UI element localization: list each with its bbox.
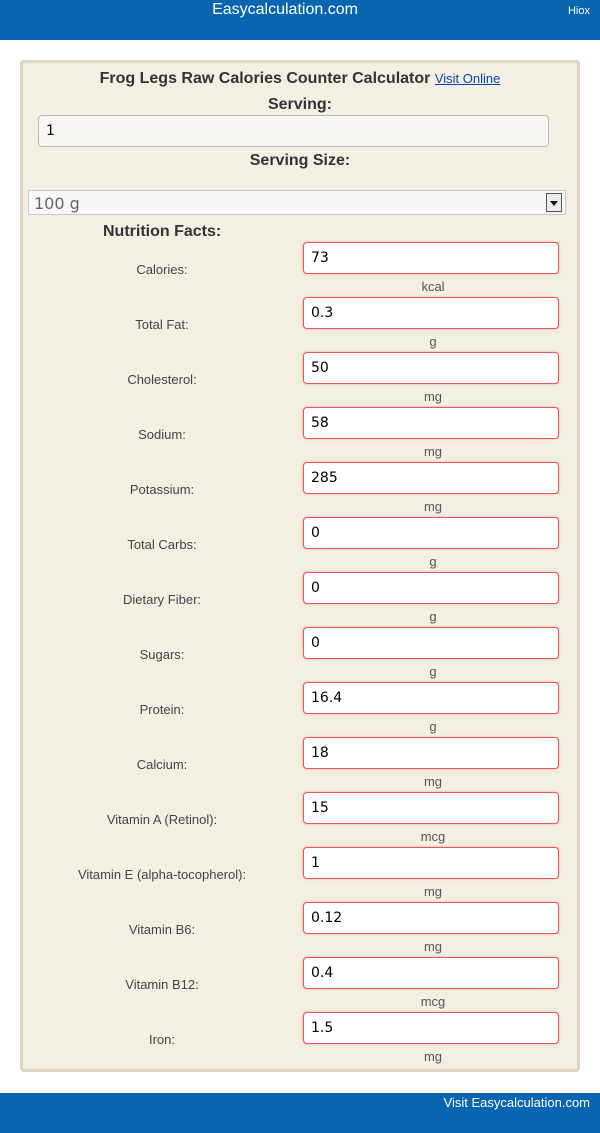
nutrient-unit: g (429, 664, 437, 679)
nutrient-unit: kcal (421, 279, 445, 294)
nutrient-row (23, 792, 577, 847)
nutrition-facts-heading: Nutrition Facts: (103, 223, 222, 240)
serving-size-selected: 100 g (34, 194, 80, 213)
nutrient-value-input[interactable] (303, 572, 559, 604)
nutrient-value-input[interactable] (303, 1012, 559, 1044)
nutrient-unit: mg (423, 1049, 443, 1064)
nutrient-value-input[interactable] (303, 407, 559, 439)
visit-easycalculation-link[interactable]: Visit Easycalculation.com (443, 1095, 590, 1110)
nutrient-row (23, 957, 577, 1012)
nutrient-row (23, 902, 577, 957)
chevron-down-icon[interactable] (546, 193, 562, 212)
nutrient-label: Vitamin B6: (128, 922, 196, 937)
nutrient-unit: g (429, 334, 437, 349)
nutrient-row (23, 627, 577, 682)
nutrient-row (23, 847, 577, 902)
nutrient-row (23, 517, 577, 572)
nutrient-value-input[interactable] (303, 517, 559, 549)
nutrient-unit: g (429, 719, 437, 734)
nutrient-value-input[interactable] (303, 957, 559, 989)
nutrient-value-input[interactable] (303, 682, 559, 714)
nutrient-value-input[interactable] (303, 737, 559, 769)
nutrient-label: Total Carbs: (127, 537, 197, 552)
nutrient-unit: mcg (420, 994, 446, 1009)
nutrient-unit: g (429, 609, 437, 624)
nutrient-row (23, 737, 577, 792)
nutrient-label: Vitamin E (alpha-tocopherol): (77, 867, 247, 882)
nutrient-value-input[interactable] (303, 792, 559, 824)
nutrient-row (23, 682, 577, 737)
nutrient-label: Vitamin A (Retinol): (106, 812, 218, 827)
nutrient-unit: mg (423, 444, 443, 459)
nutrient-label: Protein: (139, 702, 185, 717)
nutrient-label: Total Fat: (135, 317, 189, 332)
nutrient-value-input[interactable] (303, 627, 559, 659)
nutrient-unit: mcg (420, 829, 446, 844)
nutrient-value-input[interactable] (303, 462, 559, 494)
nutrient-label: Vitamin B12: (125, 977, 199, 992)
nutrient-unit: mg (423, 499, 443, 514)
nutrient-label: Cholesterol: (127, 372, 197, 387)
nutrient-value-input[interactable] (303, 902, 559, 934)
nutrient-value-input[interactable] (303, 352, 559, 384)
serving-size-select[interactable] (28, 190, 566, 215)
nutrient-label: Dietary Fiber: (122, 592, 202, 607)
site-title[interactable]: Easycalculation.com (212, 1, 358, 18)
nutrient-unit: mg (423, 939, 443, 954)
nutrient-label: Iron: (148, 1032, 175, 1047)
nutrient-unit: mg (423, 774, 443, 789)
calculator-title (23, 70, 577, 88)
calculator-panel (20, 60, 580, 1072)
nutrient-row (23, 407, 577, 462)
nutrient-value-input[interactable] (303, 242, 559, 274)
nutrient-row (23, 572, 577, 627)
bottom-bar (0, 1093, 600, 1133)
nutrient-value-input[interactable] (303, 297, 559, 329)
visit-online-link[interactable]: Visit Online (434, 71, 501, 86)
serving-input[interactable] (38, 115, 549, 147)
nutrient-value-input[interactable] (303, 847, 559, 879)
nutrient-label: Sodium: (138, 427, 186, 442)
nutrient-row (23, 297, 577, 352)
nutrient-row (23, 462, 577, 517)
top-bar (0, 0, 600, 40)
serving-label: Serving: (267, 96, 332, 113)
nutrient-row (23, 1012, 577, 1067)
serving-size-label: Serving Size: (249, 152, 351, 169)
nutrient-label: Calcium: (136, 757, 188, 772)
nutrient-label: Potassium: (129, 482, 195, 497)
calculator-title-text: Frog Legs Raw Calories Counter Calculator (99, 70, 431, 87)
nutrient-unit: mg (423, 884, 443, 899)
nutrient-unit: g (429, 554, 437, 569)
nutrient-unit: mg (423, 389, 443, 404)
hiox-link[interactable]: Hiox (567, 5, 590, 17)
nutrient-label: Calories: (136, 262, 188, 277)
nutrient-label: Sugars: (139, 647, 185, 662)
nutrient-row (23, 352, 577, 407)
nutrient-row (23, 242, 577, 297)
